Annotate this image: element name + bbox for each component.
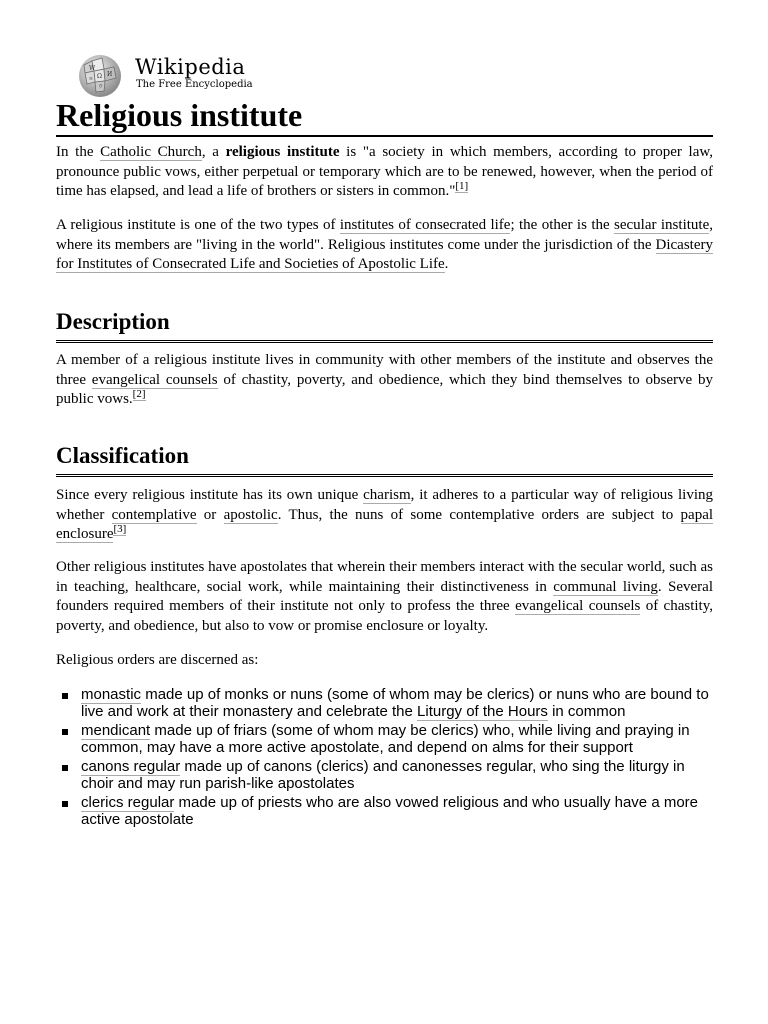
religious-orders-list xyxy=(62,686,713,830)
text-segment: . Thus, the nuns of some contemplative orders are subject to xyxy=(277,506,681,523)
svg-text:ウ: ウ xyxy=(98,84,104,90)
link-evangelical-counsels[interactable]: evangelical counsels xyxy=(91,371,218,388)
page-title: Religious institute xyxy=(56,95,713,137)
heading-description: Description xyxy=(56,307,713,343)
bold-term: religious institute xyxy=(225,144,340,160)
text-segment: A member of a religious institute lives in community with other members of the institute and observes the three xyxy=(56,352,713,388)
link-evangelical-counsels-2[interactable]: evangelical counsels xyxy=(515,598,641,614)
text-segment: in common xyxy=(547,703,626,720)
link-monastic[interactable]: monastic xyxy=(81,686,142,703)
link-liturgy-of-the-hours[interactable]: Liturgy of the Hours xyxy=(417,703,548,720)
description-paragraph xyxy=(56,351,713,410)
text-segment: made up of priests who are also vowed religious and who usually have a more active apostolate xyxy=(81,794,698,828)
link-institutes-of-consecrated-life[interactable]: institutes of consecrated life xyxy=(339,217,511,233)
reference-1[interactable]: [1] xyxy=(455,180,469,192)
svg-text:ঙ: ঙ xyxy=(89,76,93,82)
text-segment: . Several founders required members of their institute not only to profess the three xyxy=(56,578,713,614)
list-item xyxy=(62,722,713,756)
svg-text:W: W xyxy=(89,65,96,72)
wikipedia-wordmark: Wikipedia xyxy=(135,55,246,79)
reference-2[interactable]: [2] xyxy=(132,388,146,400)
link-apostolic[interactable]: apostolic xyxy=(223,506,278,523)
text-segment: , a xyxy=(201,144,226,160)
intro-paragraph-2 xyxy=(56,216,713,275)
link-secular-institute[interactable]: secular institute xyxy=(614,217,710,233)
reference-3[interactable]: [3] xyxy=(113,523,127,535)
text-segment: . xyxy=(444,256,449,272)
link-canons-regular[interactable]: canons regular xyxy=(81,758,181,775)
svg-text:И: И xyxy=(107,71,113,78)
text-segment: In the xyxy=(56,144,101,160)
svg-text:Ω: Ω xyxy=(97,73,102,80)
classification-paragraph-3: Religious orders are discerned as: xyxy=(56,652,259,668)
list-item xyxy=(62,794,713,828)
text-segment: made up of canons (clerics) and canonesses regular, who sing the liturgy in choir and may run parish-like apostolates xyxy=(81,758,685,792)
link-clerics-regular[interactable]: clerics regular xyxy=(81,794,175,811)
link-contemplative[interactable]: contemplative xyxy=(111,506,197,523)
classification-paragraph-1 xyxy=(56,486,713,545)
text-segment: ; the other is the xyxy=(510,217,615,233)
intro-paragraph-1 xyxy=(56,143,713,202)
text-segment: , it adheres to a particular way of religious living whether xyxy=(56,487,713,523)
wikipedia-tagline: The Free Encyclopedia xyxy=(136,79,253,90)
wikipedia-brand[interactable] xyxy=(74,50,334,98)
text-segment: of chastity, poverty, and obedience, but also to vow or promise enclosure or loyalty. xyxy=(56,598,713,634)
text-segment: made up of monks or nuns (some of whom may be clerics) or nuns who are bound to live and work at their monastery and celebrate the xyxy=(81,686,709,720)
text-segment: Other religious institutes have apostolates that wherein their members interact with the secular world, such as in teaching, healthcare, social work, while maintaining their distinctiveness in xyxy=(56,559,713,595)
wikipedia-globe-icon xyxy=(74,51,126,99)
link-papal-enclosure[interactable]: papal enclosure xyxy=(56,506,714,542)
text-segment: or xyxy=(196,506,224,523)
text-segment: made up of friars (some of whom may be clerics) who, while living and praying in common, may have a more active apostolate, and depend on alms for their support xyxy=(81,722,690,756)
link-catholic-church[interactable]: Catholic Church xyxy=(100,144,202,160)
text-segment: Since every religious institute has its own unique xyxy=(56,487,364,503)
list-item xyxy=(62,686,713,720)
link-dicastery[interactable]: Dicastery for Institutes of Consecrated Life and Societies of Apostolic Life xyxy=(56,236,713,272)
text-segment: A religious institute is one of the two types of xyxy=(56,217,340,233)
link-mendicant[interactable]: mendicant xyxy=(81,722,151,739)
text-segment: , where its members are "living in the world". Religious institutes come under the jurisdiction of the xyxy=(56,217,713,253)
list-item xyxy=(62,758,713,792)
heading-classification: Classification xyxy=(56,441,713,477)
text-segment: of chastity, poverty, and obedience, which they bind themselves to observe by public vows. xyxy=(56,371,713,407)
classification-paragraph-2 xyxy=(56,558,713,636)
text-segment: is "a society in which members, according to proper law, pronounce public vows, either perpetual or temporary which are to be renewed, however, when the period of time has elapsed, and lead a life of brothers or sisters in common." xyxy=(56,144,713,199)
link-communal-living[interactable]: communal living xyxy=(553,578,658,595)
link-charism[interactable]: charism xyxy=(363,487,411,503)
